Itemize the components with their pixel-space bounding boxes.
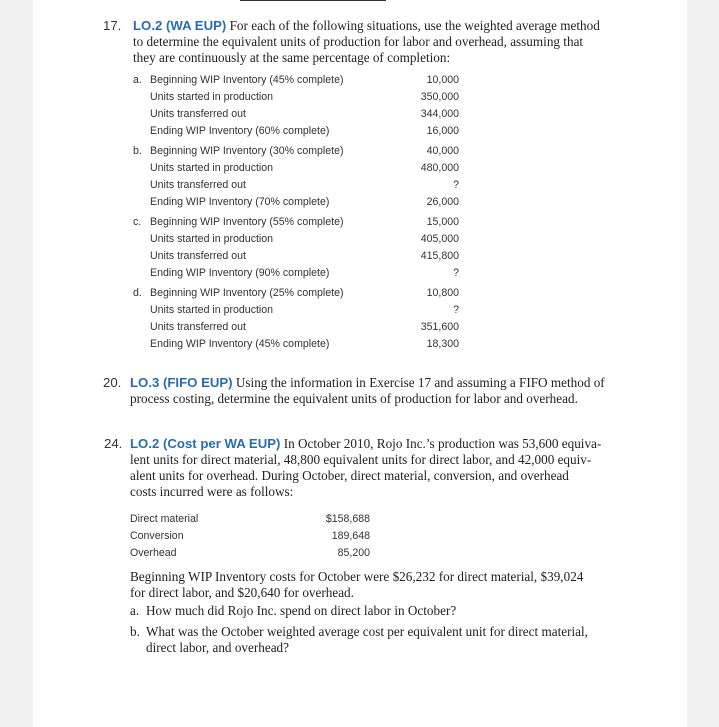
exercise-17-text-2: to determine the equivalent units of production for labor and overhead, assuming that — [133, 34, 584, 49]
cost-label: Overhead — [130, 547, 177, 559]
cost-value: $158,688 — [325, 513, 370, 525]
situation-letter: d. — [133, 287, 142, 299]
situation-label: Beginning WIP Inventory (45% complete) — [150, 74, 344, 86]
exercise-24-number: 24. — [104, 436, 123, 451]
situation-value: 16,000 — [426, 125, 459, 137]
exercise-20-number: 20. — [103, 375, 122, 390]
question-b — [130, 624, 670, 656]
situation-value: 10,800 — [426, 287, 459, 299]
exercise-17-tag: LO.2 (WA EUP) — [133, 18, 227, 33]
situation-value: 15,000 — [426, 216, 459, 228]
beginning-wip-paragraph — [130, 569, 670, 601]
exercise-24-text-4: costs incurred were as follows: — [130, 484, 294, 499]
exercise-24-text-1: In October 2010, Rojo Inc.’s production was 53,600 equiva- — [283, 436, 602, 451]
situation-letter: b. — [133, 145, 142, 157]
situation-value: ? — [453, 267, 459, 279]
exercise-24-text-3: alent units for overhead. During October, direct material, conversion, and overhead — [130, 468, 569, 483]
situation-value: 415,800 — [420, 250, 459, 262]
question-b-text-1: What was the October weighted average cost per equivalent unit for direct material, — [146, 624, 588, 639]
exercise-17 — [103, 18, 663, 68]
exercise-20-tag: LO.3 (FIFO EUP) — [130, 375, 233, 390]
cost-value: 85,200 — [337, 547, 370, 559]
situation-value: 26,000 — [426, 196, 459, 208]
cost-value: 189,648 — [331, 530, 370, 542]
situation-value: 18,300 — [426, 338, 459, 350]
situation-label: Units started in production — [150, 304, 274, 316]
exercise-20-text-2: process costing, determine the equivalent units of production for labor and overhead. — [130, 391, 578, 406]
exercise-24 — [104, 436, 664, 502]
situation-value: 405,000 — [420, 233, 459, 245]
situation-letter: a. — [133, 74, 142, 86]
exercise-20 — [103, 375, 663, 409]
situation-value: 351,600 — [420, 321, 459, 333]
situation-label: Units started in production — [150, 162, 274, 174]
exercise-17-text-1: For each of the following situations, use the weighted average method — [229, 18, 600, 33]
exercise-20-text-1: Using the information in Exercise 17 and assuming a FIFO method of — [235, 375, 605, 390]
situation-value: ? — [453, 179, 459, 191]
exercise-17-number: 17. — [103, 18, 122, 33]
exercise-24-text-2: lent units for direct material, 48,800 equivalent units for direct labor, and 42,000 equiv- — [130, 452, 592, 467]
situation-value: 40,000 — [426, 145, 459, 157]
situation-label: Units transferred out — [150, 250, 246, 262]
situation-label: Ending WIP Inventory (60% complete) — [150, 125, 330, 137]
question-b-letter: b. — [130, 624, 140, 639]
question-a-text: How much did Rojo Inc. spend on direct labor in October? — [146, 603, 457, 618]
situation-label: Units started in production — [150, 91, 274, 103]
cost-label: Conversion — [130, 530, 184, 542]
situation-value: 10,000 — [426, 74, 459, 86]
situation-label: Beginning WIP Inventory (30% complete) — [150, 145, 344, 157]
question-a — [130, 603, 670, 619]
situation-value: 350,000 — [420, 91, 459, 103]
exercise-17-text-3: they are continuously at the same percentage of completion: — [133, 50, 451, 65]
situation-label: Units started in production — [150, 233, 274, 245]
textbook-page — [33, 0, 687, 727]
situation-label: Beginning WIP Inventory (25% complete) — [150, 287, 344, 299]
question-b-text-2: direct labor, and overhead? — [146, 640, 289, 655]
situation-label: Ending WIP Inventory (45% complete) — [150, 338, 330, 350]
situation-label: Ending WIP Inventory (70% complete) — [150, 196, 330, 208]
beginning-wip-line-2: for direct labor, and $20,640 for overhead. — [130, 585, 354, 600]
top-rule — [240, 0, 386, 1]
situation-value: 344,000 — [420, 108, 459, 120]
situation-label: Beginning WIP Inventory (55% complete) — [150, 216, 344, 228]
situation-label: Units transferred out — [150, 321, 246, 333]
situation-letter: c. — [133, 216, 142, 228]
situation-label: Units transferred out — [150, 179, 246, 191]
exercise-24-tag: LO.2 (Cost per WA EUP) — [130, 436, 281, 451]
question-a-letter: a. — [130, 603, 140, 618]
situation-label: Ending WIP Inventory (90% complete) — [150, 267, 330, 279]
situation-label: Units transferred out — [150, 108, 246, 120]
situation-value: ? — [453, 304, 459, 316]
situation-value: 480,000 — [420, 162, 459, 174]
cost-label: Direct material — [130, 513, 199, 525]
beginning-wip-line-1: Beginning WIP Inventory costs for October were $26,232 for direct material, $39,024 — [130, 569, 584, 584]
